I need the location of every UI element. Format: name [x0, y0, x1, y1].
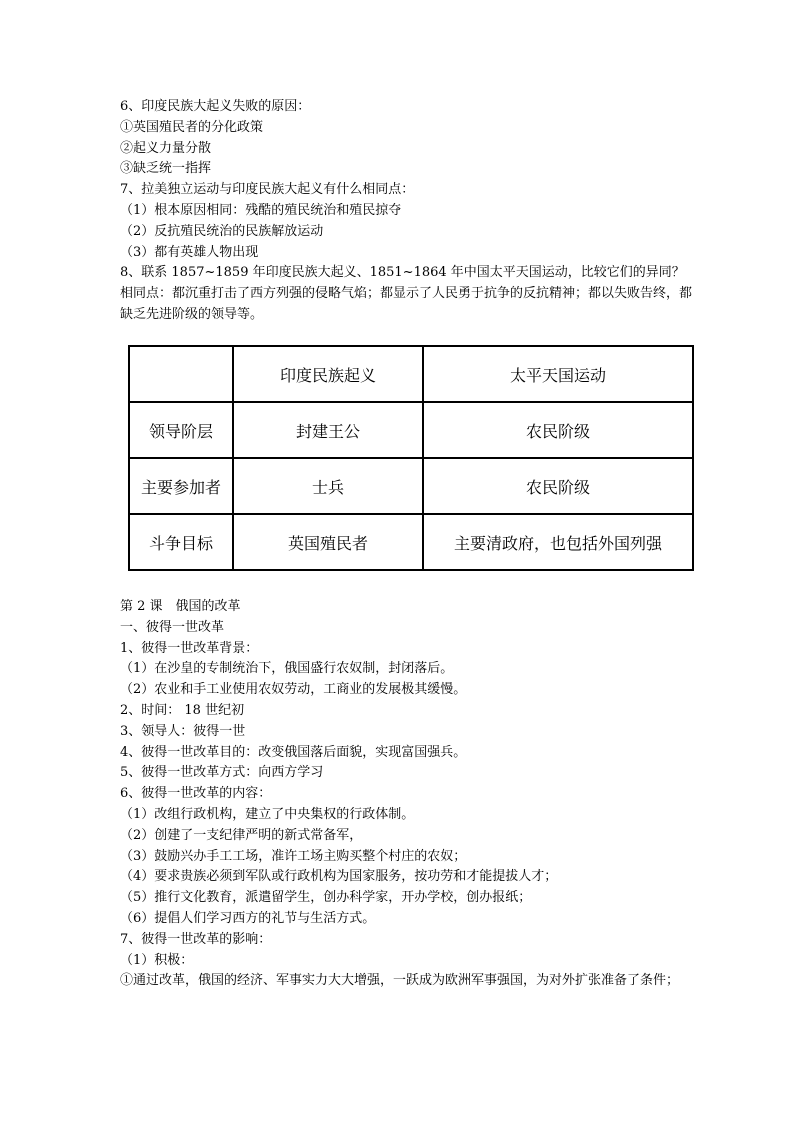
list-item: （2）创建了一支纪律严明的新式常备军，: [120, 827, 363, 843]
subheading-leader: 3、领导人：彼得一世: [120, 723, 246, 739]
list-item: （4）要求贵族必须到军队或行政机构为国家服务，按功劳和才能提拔人才；: [120, 869, 558, 885]
list-item: （5）推行文化教育，派遣留学生，创办科学家，开办学校，创办报纸；: [120, 890, 532, 906]
subheading-time: 2、时间： 18 世纪初: [120, 702, 245, 718]
subheading-impact: 7、彼得一世改革的影响：: [120, 931, 272, 947]
list-item: ②起义力量分散: [120, 140, 212, 156]
table-cell: 农民阶级: [423, 458, 693, 514]
subheading-method: 5、彼得一世改革方式：向西方学习: [120, 765, 324, 781]
table-cell: [129, 346, 233, 402]
list-item: （3）鼓励兴办手工工场，准许工场主购买整个村庄的农奴；: [120, 848, 467, 864]
list-item: （6）提倡人们学习西方的礼节与生活方式。: [120, 910, 376, 926]
subheading-purpose: 4、彼得一世改革目的：改变俄国落后面貌，实现富国强兵。: [120, 744, 467, 760]
subheading-content: 6、彼得一世改革的内容：: [120, 786, 272, 802]
subheading-background: 1、彼得一世改革背景：: [120, 640, 259, 656]
list-item: ①英国殖民者的分化政策: [120, 119, 264, 135]
table-cell: 士兵: [233, 458, 423, 514]
table-header-row: [129, 346, 693, 402]
list-item: （1）在沙皇的专制统治下，俄国盛行农奴制，封闭落后。: [120, 661, 454, 677]
paragraph-positive-impact: ①通过改革，俄国的经济、军事实力大大增强，一跃成为欧洲军事强国，为对外扩张准备了条件；: [120, 973, 680, 989]
heading-similarities: 7、拉美独立运动与印度民族大起义有什么相同点：: [120, 182, 415, 198]
table-cell: 英国殖民者: [233, 514, 423, 570]
list-item: （1）根本原因相同：残酷的殖民统治和殖民掠夺: [120, 202, 402, 218]
table-row-label: 领导阶层: [129, 402, 233, 458]
list-item: （3）都有英雄人物出现: [120, 244, 259, 260]
section-russia-reform: [120, 597, 700, 992]
section-heading: 一、彼得一世改革: [120, 619, 225, 635]
table-header-cell: 太平天国运动: [423, 346, 693, 402]
heading-comparison-question: 8、联系 1857~1859 年印度民族大起义、1851~1864 年中国太平天国运动，比较它们的异同？: [120, 265, 685, 281]
table-cell: 封建王公: [233, 402, 423, 458]
table-row: [129, 402, 693, 458]
table-row-label: 主要参加者: [129, 458, 233, 514]
heading-failure-reasons: 6、印度民族大起义失败的原因：: [120, 99, 311, 114]
table-cell: 主要清政府，也包括外国列强: [423, 514, 693, 570]
list-item: （1）积极：: [120, 952, 194, 968]
lesson-title: 第 2 课 俄国的改革: [120, 599, 241, 614]
list-item: ③缺乏统一指挥: [120, 161, 212, 177]
table-header-cell: 印度民族起义: [233, 346, 423, 402]
section-india-uprising: [120, 97, 700, 326]
list-item: （2）反抗殖民统治的民族解放运动: [120, 223, 324, 239]
list-item: （1）改组行政机构，建立了中央集权的行政体制。: [120, 806, 415, 822]
comparison-table: [128, 345, 694, 571]
table-row: [129, 514, 693, 570]
paragraph-similarities: 相同点：都沉重打击了西方列强的侵略气焰；都显示了人民勇于抗争的反抗精神；都以失败告终，都缺乏先进阶级的领导等。: [120, 286, 693, 322]
table-row: [129, 458, 693, 514]
table-row-label: 斗争目标: [129, 514, 233, 570]
table-cell: 农民阶级: [423, 402, 693, 458]
list-item: （2）农业和手工业使用农奴劳动，工商业的发展极其缓慢。: [120, 682, 467, 698]
